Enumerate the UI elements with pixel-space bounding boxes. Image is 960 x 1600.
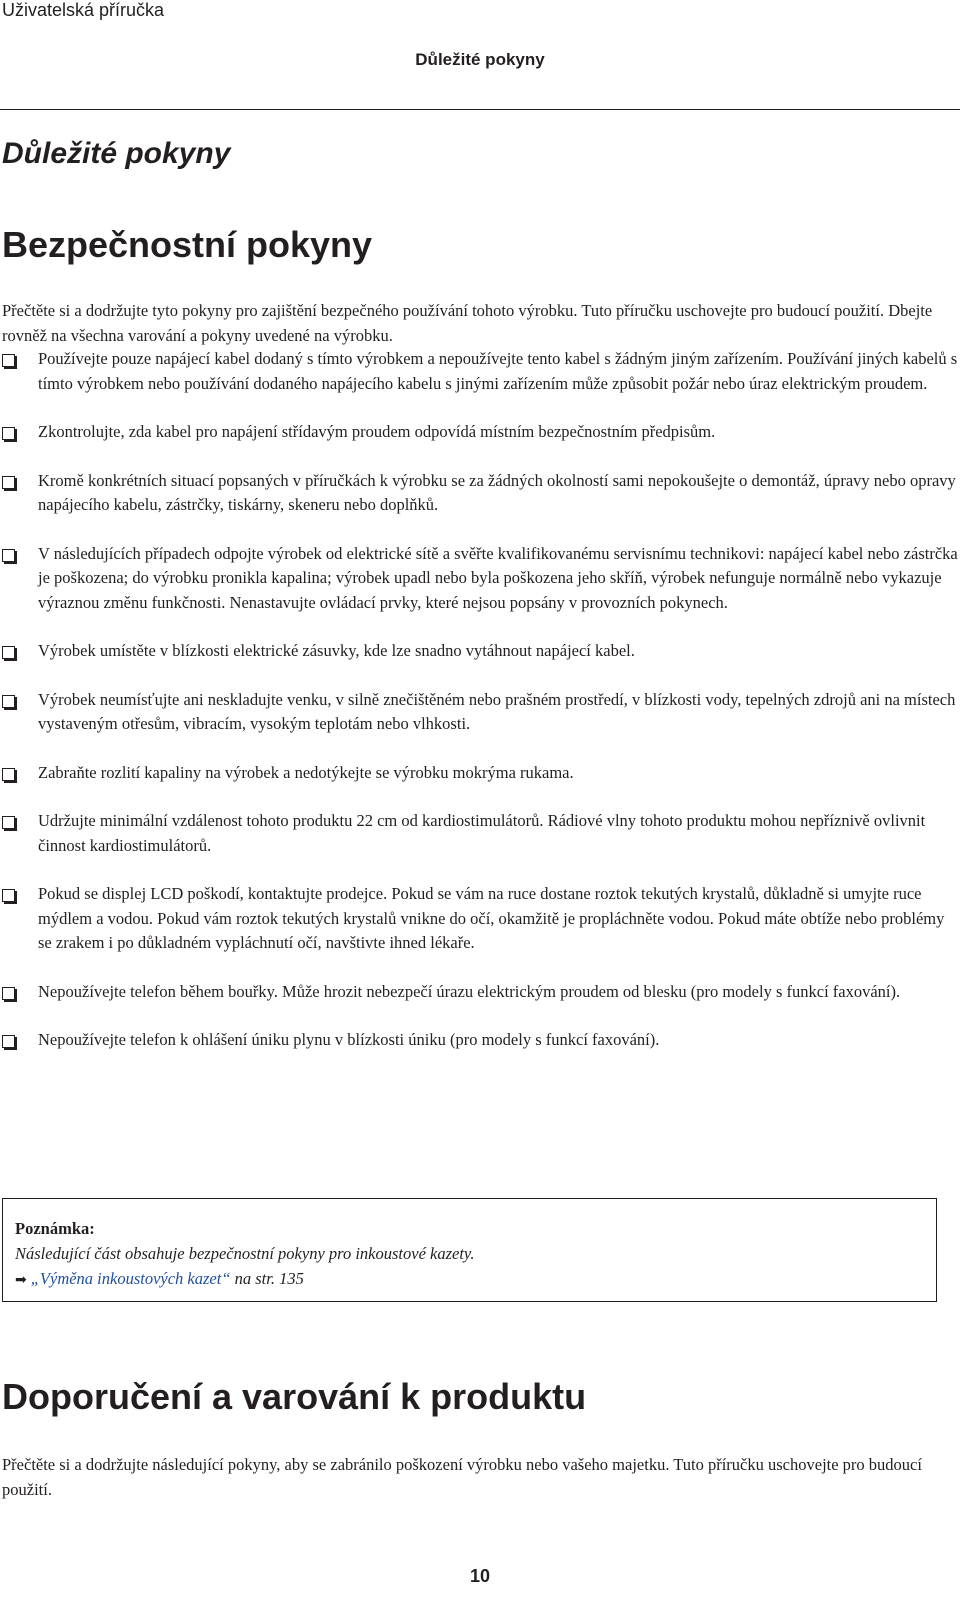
checkbox-bullet-icon [2,816,15,829]
safety-list [0,347,958,1077]
product-section-title: Doporučení a varování k produktu [2,1376,587,1417]
checkbox-bullet-icon [2,889,15,902]
list-item: Zabraňte rozlití kapaliny na výrobek a nedotýkejte se výrobku mokrýma rukama. [0,761,958,786]
note-title: Poznámka: [15,1219,95,1238]
checkbox-bullet-icon [2,354,15,367]
checkbox-bullet-icon [2,695,15,708]
chapter-title: Důležité pokyny [2,137,231,170]
list-item: Výrobek umístěte v blízkosti elektrické zásuvky, kde lze snadno vytáhnout napájecí kabel. [0,639,958,664]
note-reference [15,1266,924,1293]
safety-section-title: Bezpečnostní pokyny [2,224,373,265]
list-item: Nepoužívejte telefon k ohlášení úniku plynu v blízkosti úniku (pro modely s funkcí faxování). [0,1028,958,1053]
note-box [2,1198,937,1302]
list-item: Udržujte minimální vzdálenost tohoto produktu 22 cm od kardiostimulátorů. Rádiové vlny tohoto produktu mohou nepříznivě ovlivnit činnost kardiostimulátorů. [0,809,958,858]
list-item: Výrobek neumísťujte ani neskladujte venku, v silně znečištěném nebo prašném prostředí, v blízkosti vody, tepelných zdrojů ani na místech vystaveným otřesům, vibracím, vysokým teplotám nebo vlhkosti. [0,688,958,737]
list-item: Zkontrolujte, zda kabel pro napájení střídavým proudem odpovídá místním bezpečnostním předpisům. [0,420,958,445]
checkbox-bullet-icon [2,1035,15,1048]
header-divider [0,109,960,110]
list-item: Pokud se displej LCD poškodí, kontaktujte prodejce. Pokud se vám na ruce dostane roztok tekutých krystalů, důkladně si umyjte ruce mýdlem a vodou. Pokud vám roztok tekutých krystalů vnikne do očí, okamžitě je propláchněte vodou. Pokud máte obtíže nebo problémy se zrakem i po důkladném vypláchnutí očí, navštivte ihned lékaře. [0,882,958,956]
manual-title: Uživatelská příručka [2,0,165,20]
checkbox-bullet-icon [2,427,15,440]
list-item: V následujících případech odpojte výrobek od elektrické sítě a svěřte kvalifikovanému servisnímu technikovi: napájecí kabel nebo zástrčka je poškozena; do výrobku pronikla kapalina; výrobek upadl nebo byla poškozena jeho skříň, výrobek nefunguje normálně nebo vykazuje výraznou změnu funkčnosti. Nenastavujte ovládací prvky, které nejsou popsány v provozních pokynech. [0,542,958,616]
list-item: Nepoužívejte telefon během bouřky. Může hrozit nebezpečí úrazu elektrickým proudem od blesku (pro modely s funkcí faxování). [0,980,958,1005]
cross-reference-link[interactable]: „Výměna inkoustových kazet“ [30,1269,231,1288]
list-item: Kromě konkrétních situací popsaných v příručkách k výrobku se za žádných okolností sami nepokoušejte o demontáž, úpravy nebo opravy napájecího kabelu, zástrčky, tiskárny, skeneru nebo doplňků. [0,469,958,518]
right-arrow-icon: ➡ [15,1272,27,1288]
checkbox-bullet-icon [2,646,15,659]
product-intro: Přečtěte si a dodržujte následující pokyny, aby se zabránilo poškození výrobku nebo vašeho majetku. Tuto příručku uschovejte pro budoucí použití. [2,1455,922,1499]
running-section-title: Důležité pokyny [415,50,545,69]
checkbox-bullet-icon [2,549,15,562]
safety-intro: Přečtěte si a dodržujte tyto pokyny pro zajištění bezpečného používání tohoto výrobku. Tuto příručku uschovejte pro budoucí použití. Dbejte rovněž na všechna varování a pokyny uvedené na výrobku. [2,301,933,345]
page-reference: na str. 135 [230,1269,304,1288]
note-text: Následující část obsahuje bezpečnostní pokyny pro inkoustové kazety. [15,1244,475,1263]
page-number: 10 [469,1566,491,1586]
checkbox-bullet-icon [2,768,15,781]
list-item: Používejte pouze napájecí kabel dodaný s tímto výrobkem a nepoužívejte tento kabel s žádným jiným zařízením. Používání jiných kabelů s tímto výrobkem nebo používání dodaného napájecího kabelu s jinými zařízením může způsobit požár nebo úraz elektrickým proudem. [0,347,958,396]
checkbox-bullet-icon [2,987,15,1000]
checkbox-bullet-icon [2,476,15,489]
